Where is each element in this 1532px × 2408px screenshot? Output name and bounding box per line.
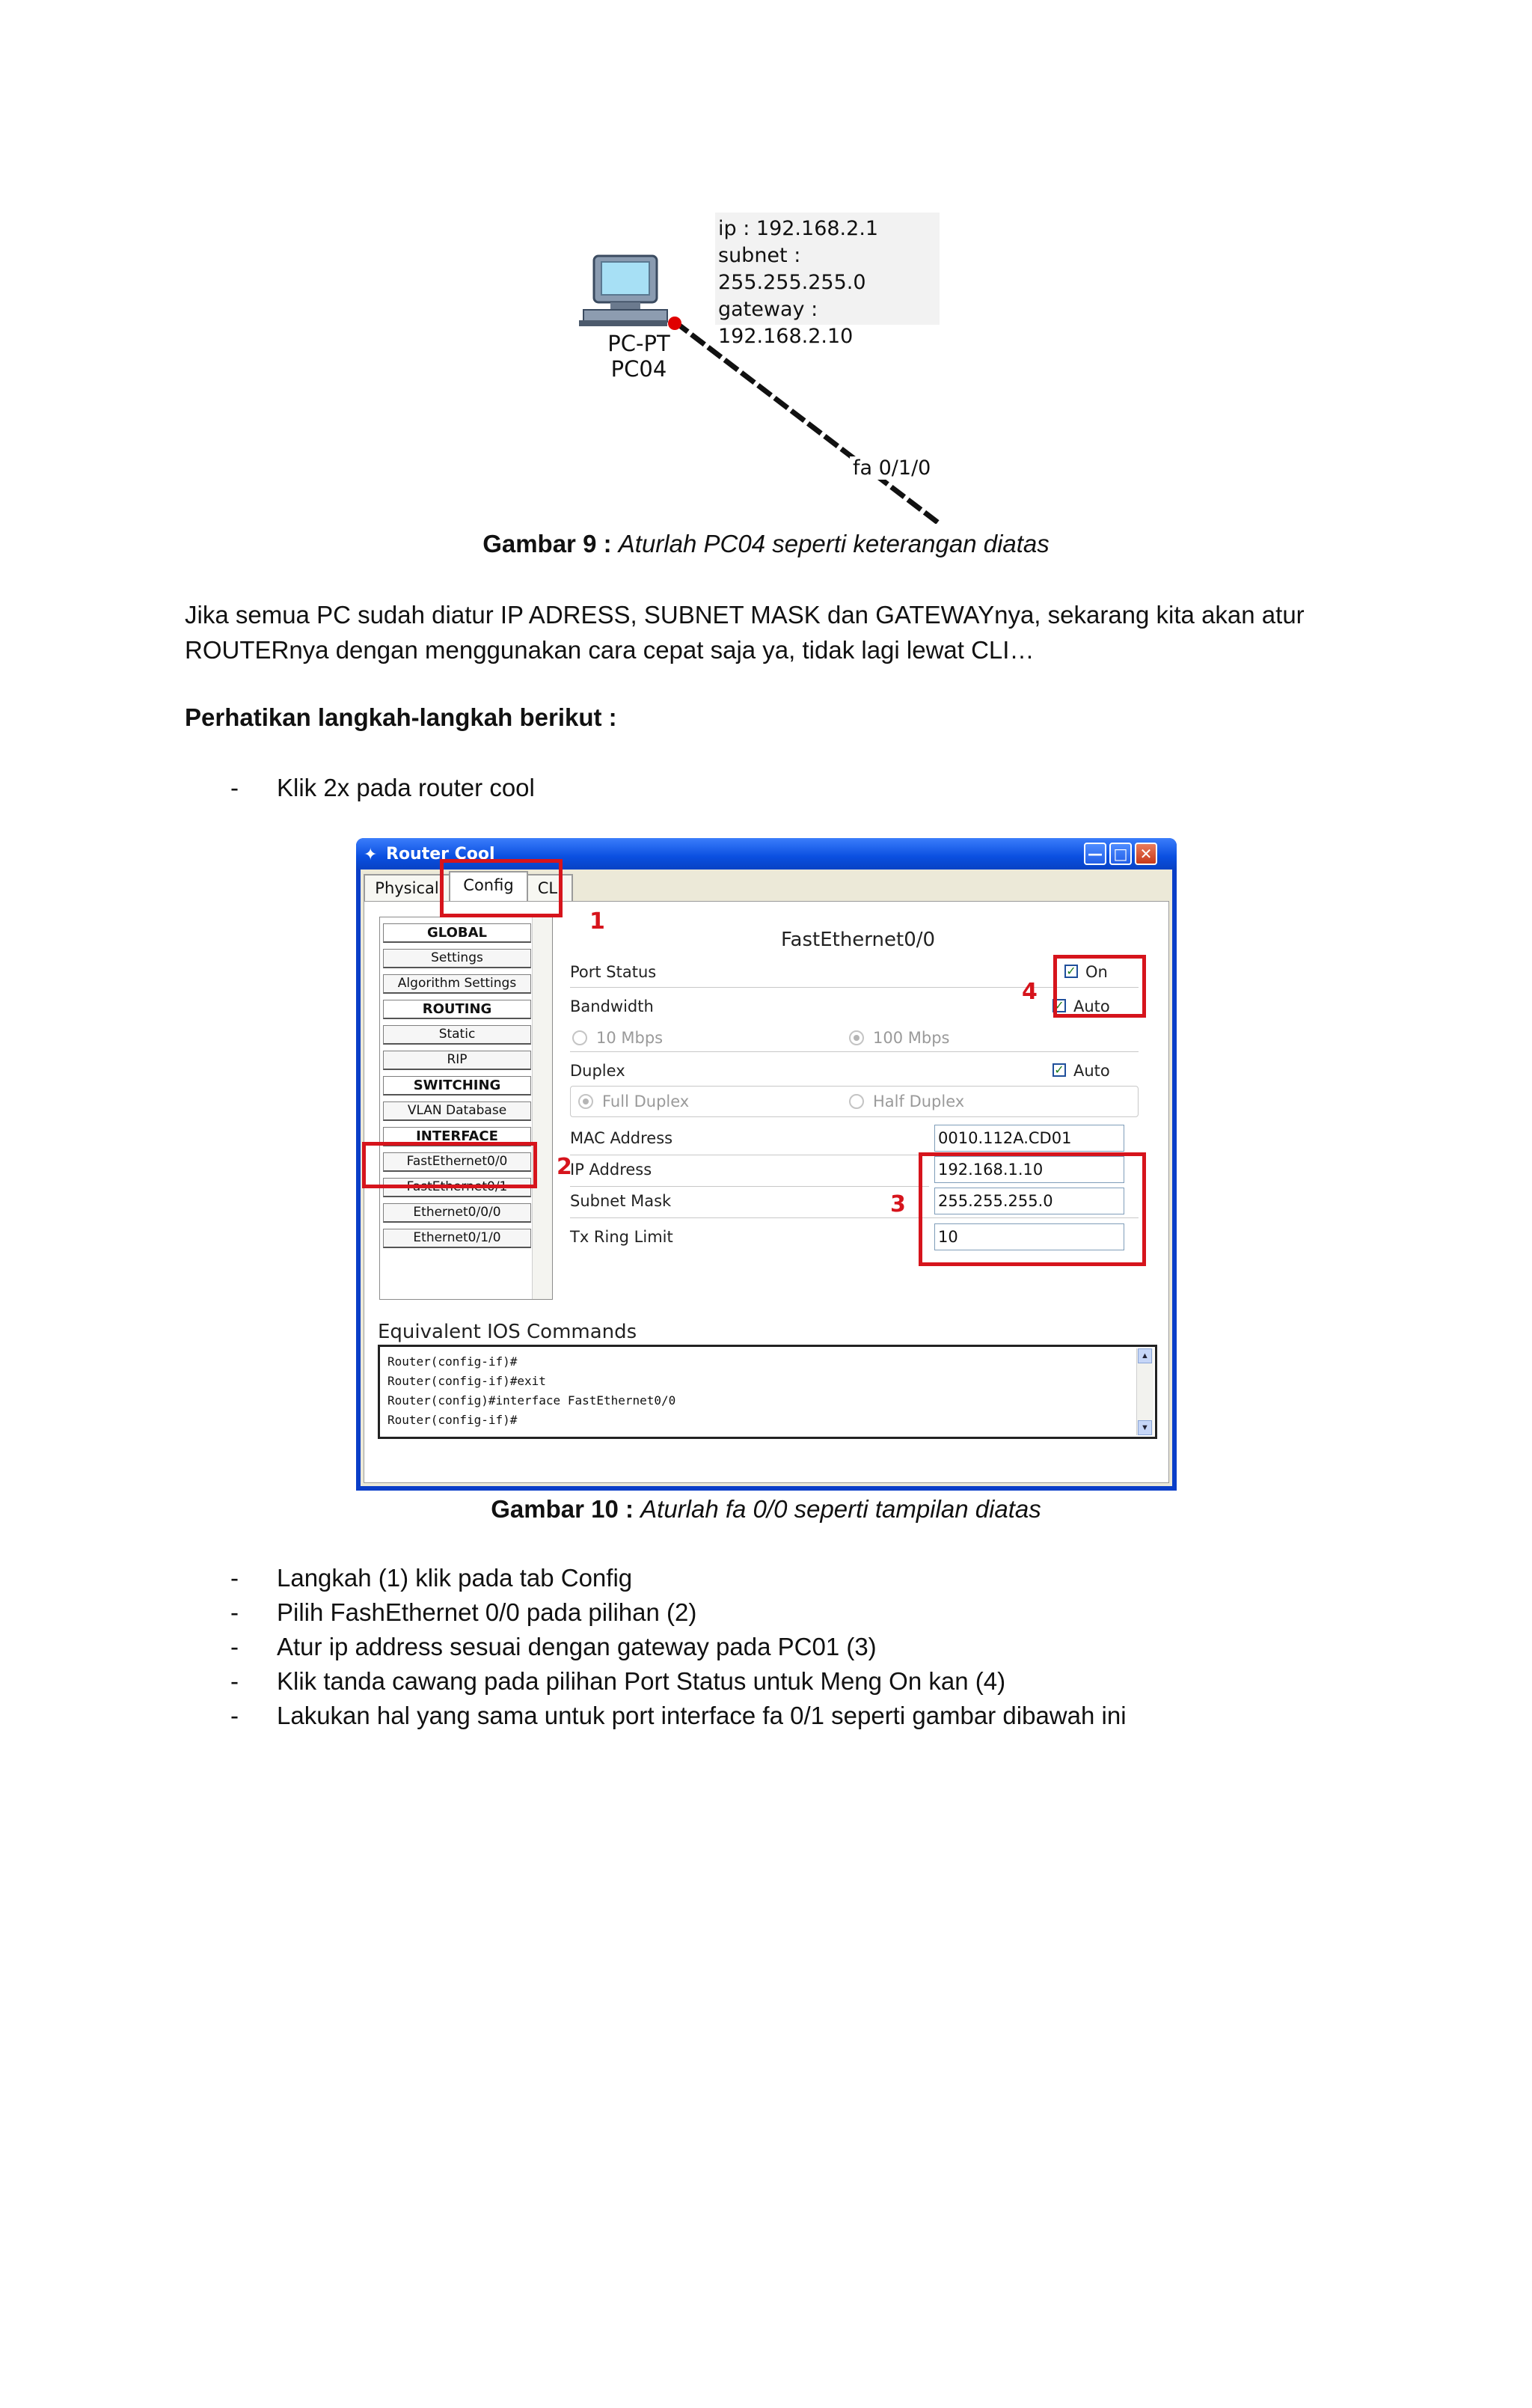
annotation-number-3: 3 — [890, 1191, 906, 1217]
sidebar-scrollbar[interactable] — [532, 917, 552, 1299]
annotation-number-4: 4 — [1022, 979, 1038, 1005]
bullet-marker: - — [230, 1633, 239, 1660]
bullet-marker: - — [230, 1564, 239, 1592]
note-gateway: gateway : 192.168.2.10 — [718, 298, 854, 348]
bandwidth-auto-checkbox[interactable]: ✓ — [1053, 999, 1066, 1012]
tx-ring-limit-field[interactable]: 10 — [934, 1223, 1124, 1250]
figure-9-diagram — [576, 210, 950, 524]
sidebar-header-switching: SWITCHING — [383, 1076, 531, 1095]
port-status-checkbox[interactable]: ✓ — [1064, 965, 1078, 978]
half-duplex-label: Half Duplex — [873, 1093, 965, 1110]
divider — [570, 1186, 929, 1187]
router-config-window — [356, 838, 1177, 1491]
intro-line-1: Jika semua PC sudah diatur IP ADRESS, SUBNET MASK dan GATEWAYnya, sekarang kita akan atur — [185, 601, 1305, 629]
bullet-marker: - — [230, 774, 239, 801]
ios-line: Router(config-if)#exit — [387, 1374, 546, 1388]
sidebar-item-static[interactable]: Static — [383, 1025, 531, 1045]
tx-ring-limit-label: Tx Ring Limit — [570, 1228, 673, 1246]
minimize-button[interactable]: — — [1084, 843, 1106, 865]
figure-9-caption — [0, 530, 1532, 558]
sidebar-item-rip[interactable]: RIP — [383, 1051, 531, 1070]
sidebar-item-fastethernet0-0[interactable]: FastEthernet0/0 — [383, 1152, 531, 1172]
pc-type-label: PC-PT — [607, 331, 670, 356]
maximize-button[interactable]: □ — [1109, 843, 1132, 865]
interface-title: FastEthernet0/0 — [780, 929, 936, 951]
duplex-auto-label: Auto — [1073, 1062, 1110, 1080]
bw-100-radio[interactable] — [849, 1030, 864, 1045]
tab-cli[interactable]: CLI — [527, 874, 573, 901]
port-status-value: On — [1085, 963, 1108, 981]
dashed-link — [675, 322, 940, 524]
divider — [570, 1051, 1139, 1052]
pc-icon — [579, 256, 667, 326]
pc-name-label: PC04 — [610, 356, 667, 382]
window-title: Router Cool — [386, 845, 495, 864]
note-ip: ip : 192.168.2.1 — [718, 217, 879, 240]
step-item: Klik tanda cawang pada pilihan Port Status untuk Meng On kan (4) — [277, 1667, 1006, 1695]
sidebar-item-algorithm-settings[interactable]: Algorithm Settings — [383, 974, 531, 994]
caption-10-label: Gambar 10 : — [491, 1495, 634, 1523]
bullet-marker: - — [230, 1598, 239, 1626]
ip-address-label: IP Address — [570, 1161, 652, 1179]
router-app-icon: ✦ — [364, 845, 378, 864]
note-subnet: subnet : 255.255.255.0 — [718, 244, 866, 294]
mac-address-field[interactable]: 0010.112A.CD01 — [934, 1125, 1124, 1152]
ip-address-field[interactable]: 192.168.1.10 — [934, 1156, 1124, 1183]
scroll-down-icon[interactable]: ▼ — [1138, 1420, 1152, 1435]
caption-10-text: Aturlah fa 0/0 seperti tampilan diatas — [640, 1495, 1041, 1523]
bw-100-label: 100 Mbps — [873, 1029, 950, 1047]
caption-9-text: Aturlah PC04 seperti keterangan diatas — [618, 530, 1050, 557]
annotation-box-port-status — [1053, 955, 1146, 1018]
duplex-auto-checkbox[interactable]: ✓ — [1053, 1063, 1066, 1077]
intro-paragraph — [185, 597, 1382, 667]
sidebar-item-ethernet0-1-0[interactable]: Ethernet0/1/0 — [383, 1229, 531, 1248]
sidebar-header-routing: ROUTING — [383, 1000, 531, 1019]
close-button[interactable]: ✕ — [1135, 843, 1157, 865]
step-item: Atur ip address sesuai dengan gateway pada PC01 (3) — [277, 1633, 877, 1660]
port-label: fa 0/1/0 — [850, 456, 934, 480]
link-endpoint-dot — [668, 317, 681, 330]
figure-10-caption — [0, 1495, 1532, 1524]
bw-10-label: 10 Mbps — [596, 1029, 664, 1047]
scroll-up-icon[interactable]: ▲ — [1138, 1348, 1152, 1363]
step-item: Lakukan hal yang sama untuk port interface fa 0/1 seperti gambar dibawah ini — [277, 1702, 1127, 1729]
annotation-number-1: 1 — [589, 908, 605, 935]
step-item: Langkah (1) klik pada tab Config — [277, 1564, 633, 1592]
sidebar-item-ethernet0-0-0[interactable]: Ethernet0/0/0 — [383, 1203, 531, 1223]
annotation-box-config-tab — [440, 859, 563, 917]
sidebar-item-fastethernet0-1[interactable]: FastEthernet0/1 — [383, 1178, 531, 1197]
sidebar-item-settings[interactable]: Settings — [383, 949, 531, 968]
duplex-label: Duplex — [570, 1062, 625, 1080]
step-item: Pilih FashEthernet 0/0 pada pilihan (2) — [277, 1598, 697, 1626]
bw-10-radio[interactable] — [572, 1030, 587, 1045]
annotation-box-ip-fields — [919, 1152, 1146, 1266]
bullet-marker: - — [230, 1702, 239, 1729]
intro-line-2: ROUTERnya dengan menggunakan cara cepat saja ya, tidak lagi lewat CLI… — [185, 636, 1035, 664]
ios-line: Router(config-if)# — [387, 1354, 518, 1369]
half-duplex-radio[interactable] — [849, 1094, 864, 1109]
ios-scrollbar[interactable] — [1136, 1348, 1153, 1435]
full-duplex-radio[interactable] — [578, 1094, 593, 1109]
ios-line: Router(config)#interface FastEthernet0/0 — [387, 1393, 676, 1408]
bandwidth-auto-label: Auto — [1073, 997, 1110, 1015]
full-duplex-label: Full Duplex — [602, 1093, 690, 1110]
ios-commands-box[interactable] — [378, 1345, 1157, 1439]
bandwidth-label: Bandwidth — [570, 997, 654, 1015]
annotation-number-2: 2 — [557, 1154, 572, 1180]
sidebar-header-interface: INTERFACE — [383, 1127, 531, 1146]
ios-line: Router(config-if)# — [387, 1413, 518, 1427]
caption-9-label: Gambar 9 : — [482, 530, 612, 557]
config-sidebar — [379, 917, 553, 1300]
subnet-mask-label: Subnet Mask — [570, 1192, 672, 1210]
sidebar-item-vlan-database[interactable]: VLAN Database — [383, 1101, 531, 1121]
tab-config[interactable]: Config — [449, 871, 528, 901]
steps-heading: Perhatikan langkah-langkah berikut : — [185, 703, 617, 731]
pc04-config-note — [715, 213, 940, 348]
sidebar-header-global: GLOBAL — [383, 923, 531, 943]
tab-physical[interactable]: Physical — [364, 874, 450, 901]
step-intro: Klik 2x pada router cool — [277, 774, 535, 801]
port-status-label: Port Status — [570, 963, 657, 981]
subnet-mask-field[interactable]: 255.255.255.0 — [934, 1188, 1124, 1214]
annotation-box-fastethernet — [362, 1142, 537, 1188]
ios-commands-title: Equivalent IOS Commands — [378, 1321, 637, 1343]
mac-address-label: MAC Address — [570, 1129, 673, 1147]
bullet-marker: - — [230, 1667, 239, 1695]
